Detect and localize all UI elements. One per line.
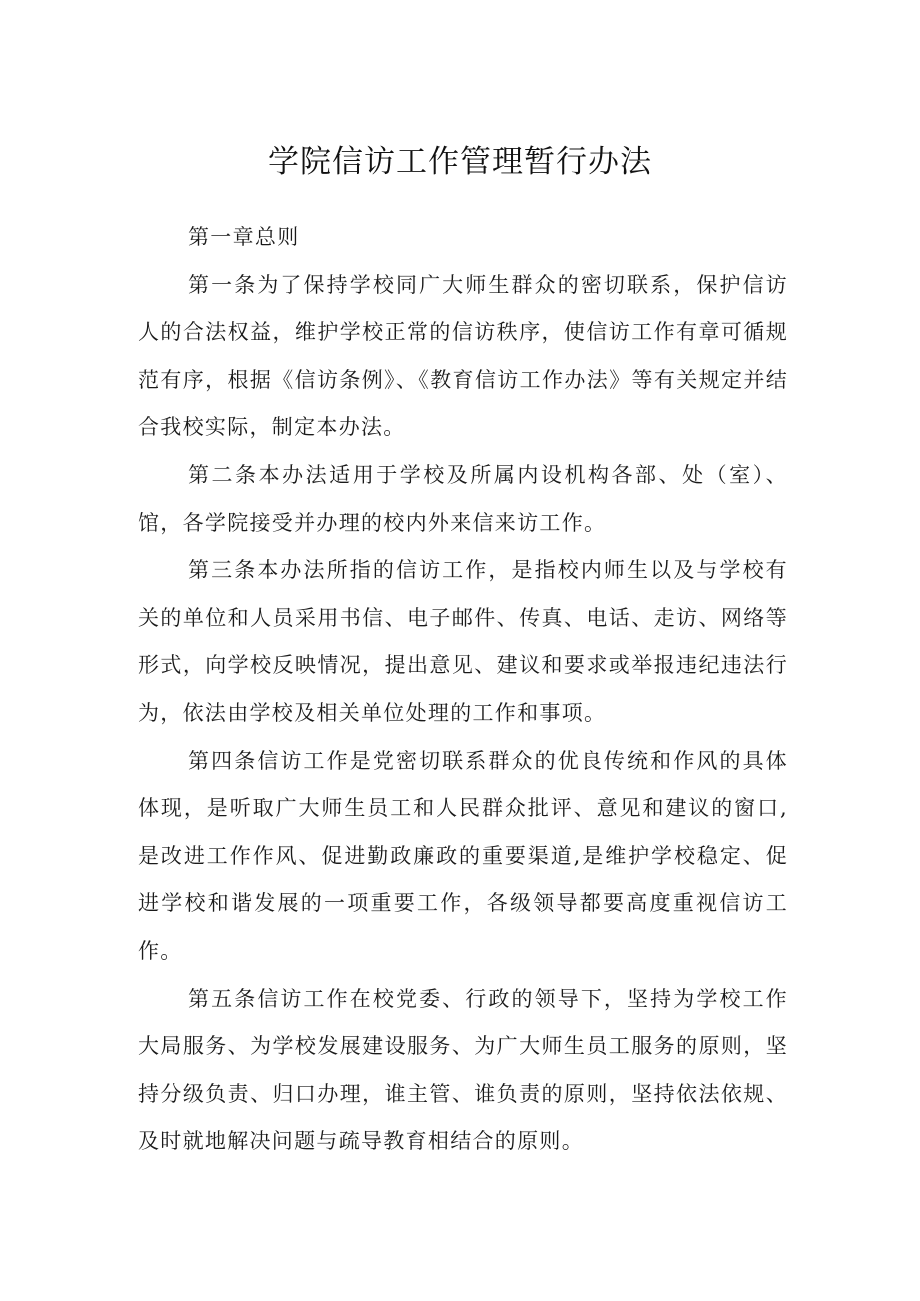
article-2: 第二条本办法适用于学校及所属内设机构各部、处（室）、馆，各学院接受并办理的校内外来信来访工作。 — [138, 462, 788, 535]
chapter-heading: 第一章总则 — [188, 225, 300, 249]
article-4: 第四条信访工作是党密切联系群众的优良传统和作风的具体体现，是听取广大师生员工和人民群众批评、意见和建议的窗口,是改进工作作风、促进勤政廉政的重要渠道,是维护学校稳定、促进学校和谐发展的一项重要工作，各级领导都要高度重视信访工作。 — [138, 748, 788, 963]
document-body — [138, 214, 788, 1166]
article-5: 第五条信访工作在校党委、行政的领导下，坚持为学校工作大局服务、为学校发展建设服务、为广大师生员工服务的原则，坚持分级负责、归口办理，谁主管、谁负责的原则，坚持依法依规、及时就地解决问题与疏导教育相结合的原则。 — [138, 986, 788, 1154]
article-3: 第三条本办法所指的信访工作，是指校内师生以及与学校有关的单位和人员采用书信、电子邮件、传真、电话、走访、网络等形式，向学校反映情况，提出意见、建议和要求或举报违纪违法行为，依法由学校及相关单位处理的工作和事项。 — [138, 558, 788, 725]
document-title: 学院信访工作管理暂行办法 — [268, 144, 652, 180]
article-1: 第一条为了保持学校同广大师生群众的密切联系，保护信访人的合法权益，维护学校正常的信访秩序，使信访工作有章可循规范有序，根据《信访条例》、《教育信访工作办法》等有关规定并结合我校实际，制定本办法。 — [138, 272, 788, 440]
